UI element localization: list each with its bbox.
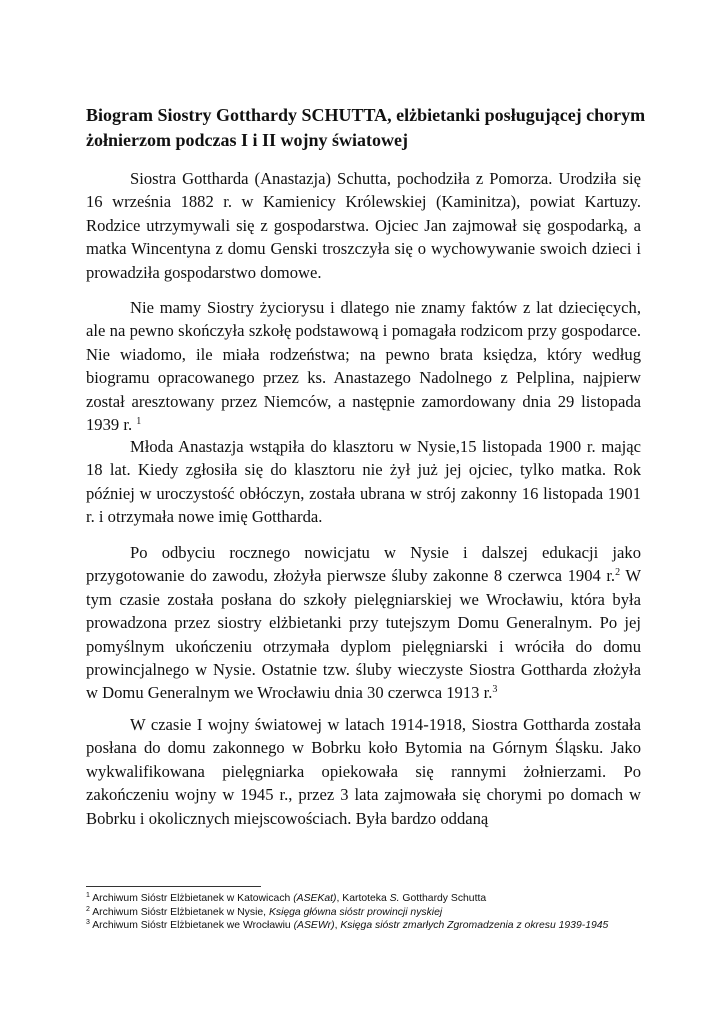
- footnote-italic: (ASEWr): [293, 920, 335, 932]
- footnote-reference-1[interactable]: 1: [136, 416, 142, 428]
- paragraph-text: W tym czasie została posłana do szkoły pielęgniarskiej we Wrocławiu, która była prowadzona przez siostry elżbietanki przy tutejszym Domu Generalnym. Po jej pomyślnym ukończeniu otrzymała dyplom pielęgniarski i wróciła do domu prowincjalnego w Nysie. Ostatnie tzw. śluby wieczyste Siostra Gottharda złożyła w Domu Generalnym we Wrocławiu dnia 30 czerwca 1913 r.: [86, 566, 641, 703]
- paragraph-text: Nie mamy Siostry życiorysu i dlatego nie znamy faktów z lat dziecięcych, ale na pewno skończyła szkołę podstawową i pomagała rodzicom przy gospodarce. Nie wiadomo, ile miała rodzeństwa; na pewno brata księdza, który według biogramu opracowanego przez ks. Anastazego Nadolnego z Pelplina, najpierw został aresztowany przez Niemców, a następnie zamordowany dnia 29 listopada 1939 r.: [86, 298, 641, 435]
- footnote-text: Archiwum Sióstr Elżbietanek w Nysie,: [92, 906, 269, 918]
- footnote-text: Gotthardy Schutta: [399, 893, 487, 904]
- paragraph-text: Po odbyciu rocznego nowicjatu w Nysie i dalszej edukacji jako przygotowanie do zawodu, złożyła pierwsze śluby zakonne 8 czerwca 1904 r.: [86, 543, 641, 586]
- paragraph-entry: [86, 435, 641, 529]
- footnote-2: [86, 906, 646, 920]
- footnote-reference-2[interactable]: 2: [615, 567, 621, 579]
- paragraph-text: Siostra Gottharda (Anastazja) Schutta, pochodziła z Pomorza. Urodziła się 16 września 1882 r. w Kamienicy Królewskiej (Kaminitza), powiat Kartuzy. Rodzice utrzymywali się z gospodarstwa. Ojciec Jan zajmował się gospodarką, a matka Wincentyna z domu Genski troszczyła się o wychowywanie swoich dzieci i prowadziła gospodarstwo domowe.: [86, 169, 641, 282]
- footnote-italic: Księga główna sióstr prowincji nyskiej: [268, 906, 443, 918]
- footnote-reference-3[interactable]: 3: [492, 684, 498, 696]
- paragraph-origin: [86, 167, 641, 284]
- footnote-italic: S.: [389, 893, 400, 904]
- footnote-separator: [86, 886, 261, 887]
- footnote-text: Archiwum Sióstr Elżbietanek we Wrocławiu: [92, 920, 294, 932]
- footnote-number: 2: [86, 905, 90, 913]
- footnote-text: ,: [334, 920, 341, 932]
- paragraph-wartime: [86, 713, 641, 830]
- footnote-3: [86, 919, 646, 933]
- footnotes: [86, 892, 646, 933]
- paragraph-vows: [86, 541, 641, 705]
- paragraph-childhood: [86, 296, 641, 436]
- document-title: Biogram Siostry Gotthardy SCHUTTA, elżbietanki posługującej chorym żołnierzom podczas I i II wojny światowej: [86, 105, 646, 150]
- footnote-number: 1: [86, 892, 90, 899]
- footnote-number: 3: [86, 919, 90, 927]
- paragraph-text: Młoda Anastazja wstąpiła do klasztoru w Nysie,15 listopada 1900 r. mając 18 lat. Kiedy zgłosiła się do klasztoru nie żył już jej ojciec, tylko matka. Rok później w uroczystość obłóczyn, została ubrana w strój zakonny 16 listopada 1901 r. i otrzymała nowe imię Gottharda.: [86, 437, 641, 527]
- footnote-text: Archiwum Sióstr Elżbietanek w Katowicach: [92, 893, 294, 904]
- footnote-text: , Kartoteka: [336, 893, 390, 904]
- footnote-italic: (ASEKat): [293, 893, 337, 904]
- footnote-1: [86, 892, 646, 906]
- footnote-italic: Księga sióstr zmarłych Zgromadzenia z okresu 1939-1945: [340, 920, 609, 932]
- paragraph-text: W czasie I wojny światowej w latach 1914-1918, Siostra Gottharda została posłana do domu zakonnego w Bobrku koło Bytomia na Górnym Śląsku. Jako wykwalifikowana pielęgniarka opiekowała się rannymi żołnierzami. Po zakończeniu wojny w 1945 r., przez 3 lata zajmowała się chorymi po domach w Bobrku i okolicznych miejscowościach. Była bardzo oddaną: [86, 715, 641, 828]
